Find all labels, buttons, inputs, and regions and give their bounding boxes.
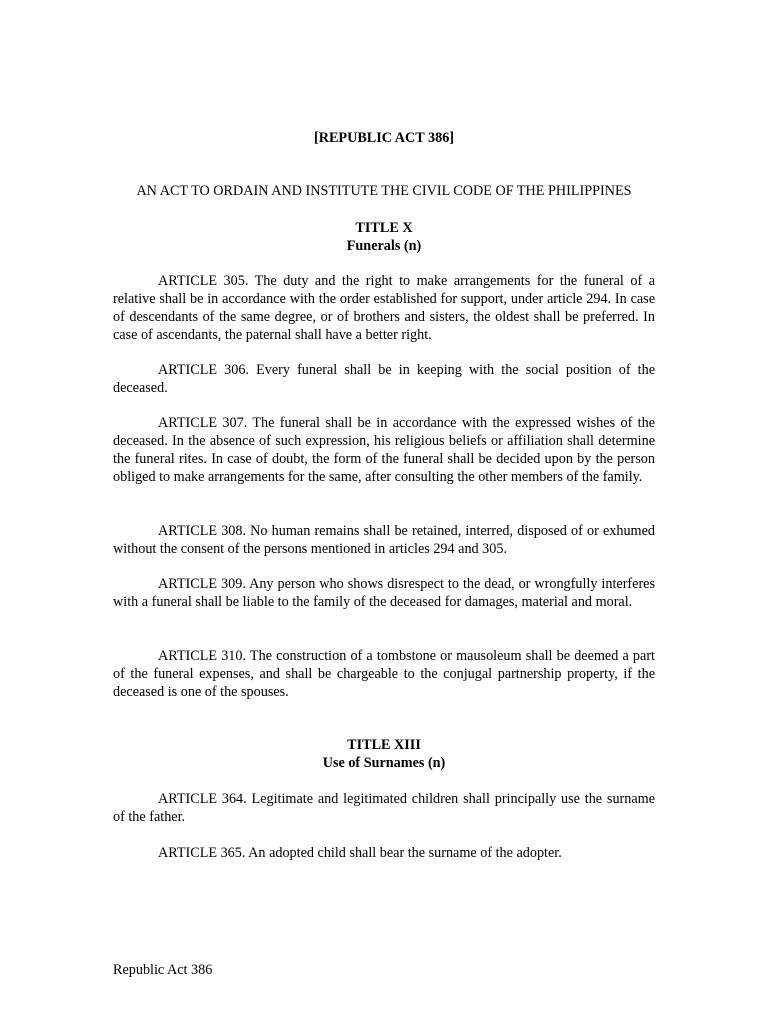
- article-365: ARTICLE 365. An adopted child shall bear the surname of the adopter.: [158, 845, 562, 861]
- title-x-subheading: Funerals (n): [346, 238, 422, 254]
- title-xiii-heading: TITLE XIII: [347, 737, 421, 753]
- article-310: ARTICLE 310. The construction of a tombstone or mausoleum shall be deemed a part of the funeral expenses, and shall be chargeable to the conjugal partnership property, if the deceased is one of the spouses.: [113, 648, 655, 700]
- title-x-heading: TITLE X: [355, 220, 413, 236]
- page-footer: Republic Act 386: [113, 962, 213, 978]
- article-364: ARTICLE 364. Legitimate and legitimated children shall principally use the surname of the father.: [113, 791, 655, 825]
- article-306: ARTICLE 306. Every funeral shall be in keeping with the social position of the deceased.: [113, 362, 655, 396]
- article-309: ARTICLE 309. Any person who shows disrespect to the dead, or wrongfully interferes with a funeral shall be liable to the family of the deceased for damages, material and moral.: [113, 576, 655, 610]
- article-307: ARTICLE 307. The funeral shall be in accordance with the expressed wishes of the deceased. In the absence of such expression, his religious beliefs or affiliation shall determine the funeral rites. In case of doubt, the form of the funeral shall be decided upon by the person obliged to make arrangements for the same, after consulting the other members of the family.: [113, 415, 655, 485]
- title-xiii-subheading: Use of Surnames (n): [322, 755, 446, 771]
- article-308: ARTICLE 308. No human remains shall be retained, interred, disposed of or exhumed without the consent of the persons mentioned in articles 294 and 305.: [113, 523, 655, 557]
- article-305: ARTICLE 305. The duty and the right to make arrangements for the funeral of a relative shall be in accordance with the order established for support, under article 294. In case of descendants of the same degree, or of brothers and sisters, the oldest shall be preferred. In case of ascendants, the paternal shall have a better right.: [113, 273, 655, 343]
- act-heading: [REPUBLIC ACT 386]: [313, 130, 455, 146]
- act-title: AN ACT TO ORDAIN AND INSTITUTE THE CIVIL CODE OF THE PHILIPPINES: [136, 183, 632, 199]
